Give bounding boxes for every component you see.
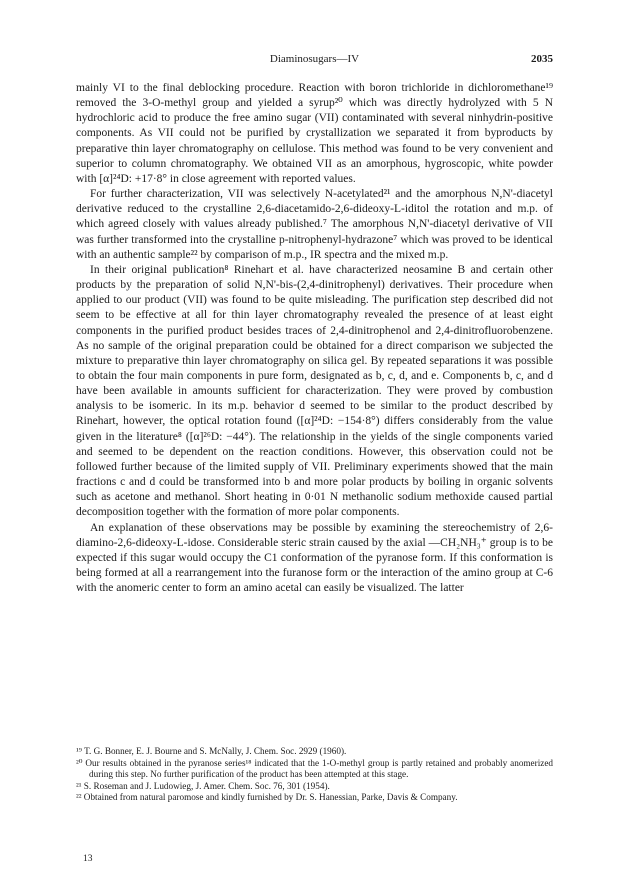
paragraph: In their original publication⁸ Rinehart et al. have characterized neosamine B and certain other products by the preparation of solid N,N'-bis-(2,4-dinitrophenyl) derivatives. Their procedure when applied to our product (VII) was found to be quite misleading. The purification step described did not seem to be effective at all for thin layer chromatography revealed the presence of at least eight components in the purified product besides traces of 2,4-dinitrophenol and 2,4-dinitrofluorobenzene. As no sample of the original preparation could be obtained for a direct comparison we subjected the mixture to preparative thin layer chromatography on silica gel. By repeated separations it was possible to obtain the four main components in pure form, designated as b, c, d, and e. Components b, c, and d have been available in amounts sufficient for characterization. They were proved by combustion analysis to be isomeric. In its m.p. behavior d seemed to be similar to the product described by Rinehart, however, the optical rotation found ([α]²⁴D: −154·8°) differs considerably from the value given in the literature⁸ ([α]²⁶D: −44°). The relationship in the yields of the single components varied and seemed to be dependent on the reaction conditions. However, this observation could not be followed further because of the limited supply of VII. Preliminary experiments showed that the main fractions c and d could be transformed into b and more polar products by boiling in organic solvents such as acetone and methanol. Short heating in 0·01 N methanolic sodium methoxide caused partial decomposition together with the formation of more polar components.: [76, 263, 553, 519]
footnotes: [76, 746, 553, 804]
footnote: ¹⁹ T. G. Bonner, E. J. Bourne and S. McNally, J. Chem. Soc. 2929 (1960).: [76, 746, 347, 756]
paragraph: mainly VI to the final deblocking procedure. Reaction with boron trichloride in dichloromethane¹⁹ removed the 3-O-methyl group and yielded a syrup²⁰ which was directly hydrolyzed with 5 N hydrochloric acid to produce the free amino sugar (VII) contaminated with several ninhydrin-positive components. As VII could not be purified by crystallization we separated it from byproducts by preparative thin layer chromatography on cellulose. This method was found to be very convenient and superior to column chromatography. We obtained VII as an amorphous, hygroscopic, white powder with [α]²⁴D: +17·8° in close agreement with reported values.: [76, 82, 553, 185]
signature-mark: 13: [83, 854, 93, 864]
footnote: ²² Obtained from natural paromose and kindly furnished by Dr. S. Hanessian, Parke, Davis & Company.: [76, 792, 458, 803]
running-title: Diaminosugars—IV: [269, 53, 360, 65]
body-text: [76, 81, 553, 596]
paragraph: An explanation of these observations may be possible by examining the stereochemistry of 2,6-diamino-2,6-dideoxy-L-idose. Considerable steric strain caused by the axial —CH₂NH₃⁺ group is to be expected if this sugar would occupy the C1 conformation of the pyranose form. If this conformation is being formed at all a rearrangement into the furanose form or the interaction of the amino group at C-6 with the anomeric center to form an amino acetal can easily be visualized. The latter: [76, 521, 553, 595]
footnote: ²¹ S. Roseman and J. Ludowieg, J. Amer. Chem. Soc. 76, 301 (1954).: [76, 780, 330, 791]
footnote: ²⁰ Our results obtained in the pyranose series¹⁸ indicated that the 1-O-methyl group is partly retained and probably anomerized during this step. No further purification of the product has been attempted at this stage.: [76, 757, 553, 780]
running-header: [76, 53, 553, 67]
paragraph: For further characterization, VII was selectively N-acetylated²¹ and the amorphous N,N'-diacetyl derivative reduced to the crystalline 2,6-diacetamido-2,6-dideoxy-L-iditol the rotation and m.p. of which agreed closely with values already published.⁷ The amorphous N,N'-diacetyl derivative of VII was further transformed into the crystalline p-nitrophenyl-hydrazone⁷ which was proved to be identical with an authentic sample²² by comparison of m.p., IR spectra and the mixed m.p.: [76, 188, 553, 261]
page-number: 2035: [531, 53, 553, 65]
